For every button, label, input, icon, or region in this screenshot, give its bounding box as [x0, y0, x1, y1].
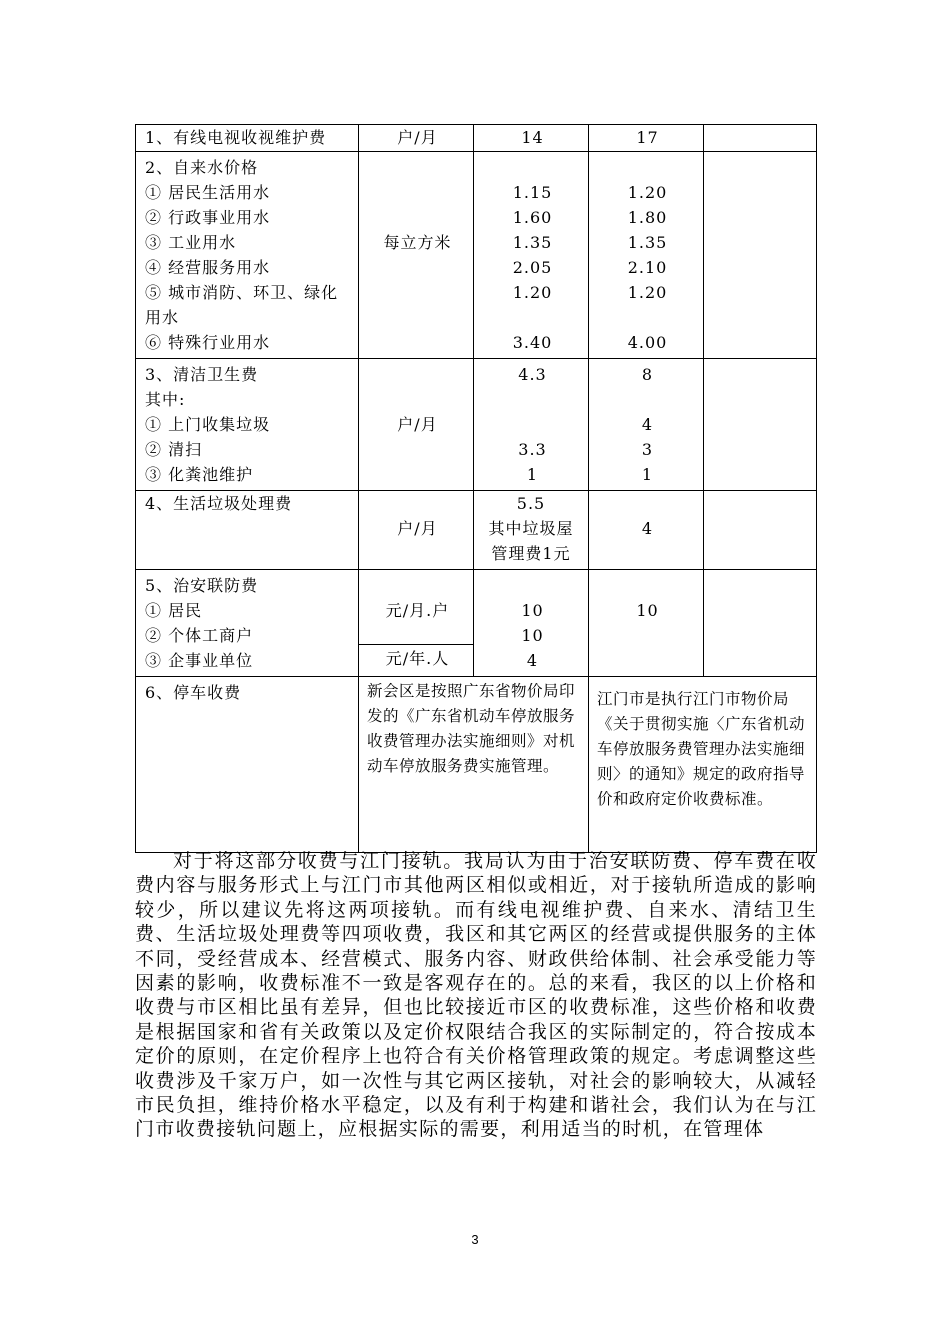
item-name-cell: 5、治安联防费 ① 居民 ② 个体工商户 ③ 企事业单位	[136, 570, 359, 677]
table-row	[136, 570, 817, 677]
table-row	[136, 125, 817, 152]
unit-cell: 每立方米	[359, 152, 474, 359]
jiangmen-price-cell: 1.20 1.80 1.35 2.10 1.20 4.00	[589, 152, 704, 359]
note-cell	[704, 125, 817, 152]
item-name-cell: 6、停车收费	[136, 677, 359, 853]
fee-comparison-table	[135, 124, 817, 853]
item-name-cell: 1、有线电视收视维护费	[136, 125, 359, 152]
note-cell	[704, 359, 817, 491]
item-name-cell: 2、自来水价格 ① 居民生活用水 ② 行政事业用水 ③ 工业用水 ④ 经营服务用水 ⑤ 城市消防、环卫、绿化 用水 ⑥ 特殊行业用水	[136, 152, 359, 359]
item-name-cell: 4、生活垃圾处理费	[136, 491, 359, 570]
xinhui-price-cell: 10 10 4	[474, 570, 589, 677]
jiangmen-price-cell: 4	[589, 491, 704, 570]
xinhui-price-cell: 1.15 1.60 1.35 2.05 1.20 3.40	[474, 152, 589, 359]
note-cell	[704, 491, 817, 570]
body-paragraph: 对于将这部分收费与江门接轨。我局认为由于治安联防费、停车费在收费内容与服务形式上与江门市其他两区相似或相近，对于接轨所造成的影响较少，所以建议先将这两项接轨。而有线电视维护费、自来水、清结卫生费、生活垃圾处理费等四项收费，我区和其它两区的经营或提供服务的主体不同，受经营成本、经营模式、服务内容、财政供给体制、社会承受能力等因素的影响，收费标准不一致是客观存在的。总的来看，我区的以上价格和收费与市区相比虽有差异，但也比较接近市区的收费标准，这些价格和收费是根据国家和省有关政策以及定价权限结合我区的实际制定的，符合按成本定价的原则，在定价程序上也符合有关价格管理政策的规定。考虑调整这些收费涉及千家万户，如一次性与其它两区接轨，对社会的影响较大，从减轻市民负担，维持价格水平稳定，以及有利于构建和谐社会，我们认为在与江门市收费接轨问题上，应根据实际的需要，利用适当的时机，在管理体	[135, 850, 817, 1141]
table-row	[136, 359, 817, 491]
unit-cell: 户/月	[359, 359, 474, 491]
jiangmen-parking-text-cell: 江门市是执行江门市物价局《关于贯彻实施〈广东省机动车停放服务费管理办法实施细则〉的通知》规定的政府指导价和政府定价收费标准。	[589, 677, 817, 853]
xinhui-price-cell: 14	[474, 125, 589, 152]
table-row	[136, 677, 817, 853]
unit-cell: 元/月.户 元/年.人	[359, 570, 474, 677]
unit-cell: 户/月	[359, 125, 474, 152]
page-number: 3	[471, 1232, 479, 1247]
jiangmen-price-cell: 17	[589, 125, 704, 152]
table-row	[136, 491, 817, 570]
item-name-cell: 3、清洁卫生费 其中: ① 上门收集垃圾 ② 清扫 ③ 化粪池维护	[136, 359, 359, 491]
jiangmen-price-cell: 8 4 3 1	[589, 359, 704, 491]
table-row	[136, 152, 817, 359]
unit-cell: 户/月	[359, 491, 474, 570]
xinhui-price-cell: 5.5 其中垃圾屋 管理费1元	[474, 491, 589, 570]
note-cell	[704, 152, 817, 359]
xinhui-price-cell: 4.3 3.3 1	[474, 359, 589, 491]
xinhui-parking-text-cell: 新会区是按照广东省物价局印发的《广东省机动车停放服务收费管理办法实施细则》对机动车停放服务费实施管理。	[359, 677, 589, 853]
note-cell	[704, 570, 817, 677]
jiangmen-price-cell: 10	[589, 570, 704, 677]
